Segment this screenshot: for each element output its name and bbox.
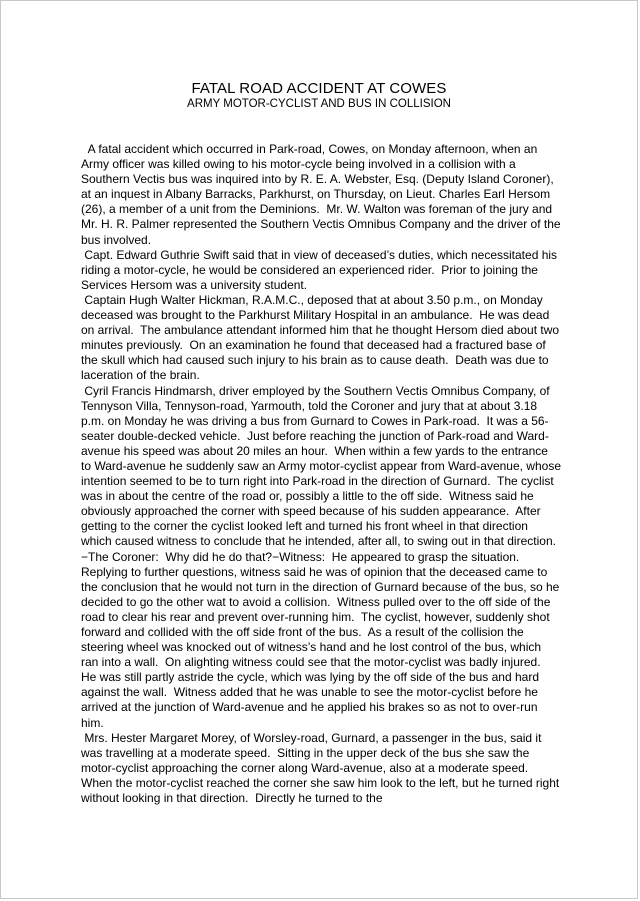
paragraph-intro: A fatal accident which occurred in Park-road, Cowes, on Monday afternoon, when an Army officer was killed owing to his motor-cycle being involved in a collision with a Southern Vectis bus was inquired into by R. E. A. Webster, Esq. (Deputy Island Coroner), at an inquest in Albany Barracks, Parkhurst, on Thursday, on Lieut. Charles Earl Hersom (26), a member of a unit from the Deminions. Mr. W. Walton was foreman of the jury and Mr. H. R. Palmer represented the Southern Vectis Omnibus Company and the driver of the bus involved. [81,142,564,247]
paragraph-hindmarsh-testimony: Cyril Francis Hindmarsh, driver employed by the Southern Vectis Omnibus Company, of Tennyson Villa, Tennyson-road, Yarmouth, told the Coroner and jury that at about 3.18 p.m. on Monday he was driving a bus from Gurnard to Cowes in Park-road. It was a 56-seater double-decked vehicle. Just before reaching the junction of Park-road and Ward-avenue his speed was about 20 miles an hour. When within a few yards to the entrance to Ward-avenue he suddenly saw an Army motor-cyclist appear from Ward-avenue, whose intention seemed to be to turn right into Park-road in the direction of Gurnard. The cyclist was in about the centre of the road or, possibly a little to the off side. Witness said he obviously approached the corner with speed because of his sudden appearance. After getting to the corner the cyclist looked left and turned his front wheel in that direction which caused witness to conclude that he intended, after all, to swing out in that direction.−The Coroner: Why did he do that?−Witness: He appeared to grasp the situation. Replying to further questions, witness said he was of opinion that the deceased came to the conclusion that he would not turn in the direction of Gurnard because of the bus, so he decided to go the other wat to avoid a collision. Witness pulled over to the off side of the road to clear his rear and prevent over-running him. The cyclist, however, suddenly shot forward and collided with the off side front of the bus. As a result of the collision the steering wheel was knocked out of witness’s hand and he lost control of the bus, which ran into a wall. On alighting witness could see that the motor-cyclist was badly injured. He was still partly astride the cycle, which was lying by the off side of the bus and hard against the wall. Witness added that he was unable to see the motor-cyclist before he arrived at the junction of Ward-avenue and he applied his brakes so as not to over-run him. [81,383,565,730]
article-title: FATAL ROAD ACCIDENT AT COWES [191,80,447,97]
article-subtitle: ARMY MOTOR-CYCLIST AND BUS IN COLLISION [187,98,451,110]
paragraph-morey-testimony: Mrs. Hester Margaret Morey, of Worsley-road, Gurnard, a passenger in the bus, said it was travelling at a moderate speed. Sitting in the upper deck of the bus she saw the motor-cyclist approaching the corner along Ward-avenue, also at a moderate speed. When the motor-cyclist reached the corner she saw him look to the left, but he turned right without looking in that direction. Directly he turned to the [81,730,563,806]
paragraph-swift-testimony: Capt. Edward Guthrie Swift said that in view of deceased’s duties, which necessitated his riding a motor-cycle, he would be considered an experienced rider. Prior to joining the Services Hersom was a university student. [81,247,561,292]
paragraph-hickman-testimony: Captain Hugh Walter Hickman, R.A.M.C., deposed that at about 3.50 p.m., on Monday deceased was brought to the Parkhurst Military Hospital in an ambulance. He was dead on arrival. The ambulance attendant informed him that he thought Hersom died about two minutes previously. On an examination he found that deceased had a fractured base of the skull which had caused such injury to his brain as to cause death. Death was due to laceration of the brain. [81,292,563,383]
article-body [81,142,565,806]
